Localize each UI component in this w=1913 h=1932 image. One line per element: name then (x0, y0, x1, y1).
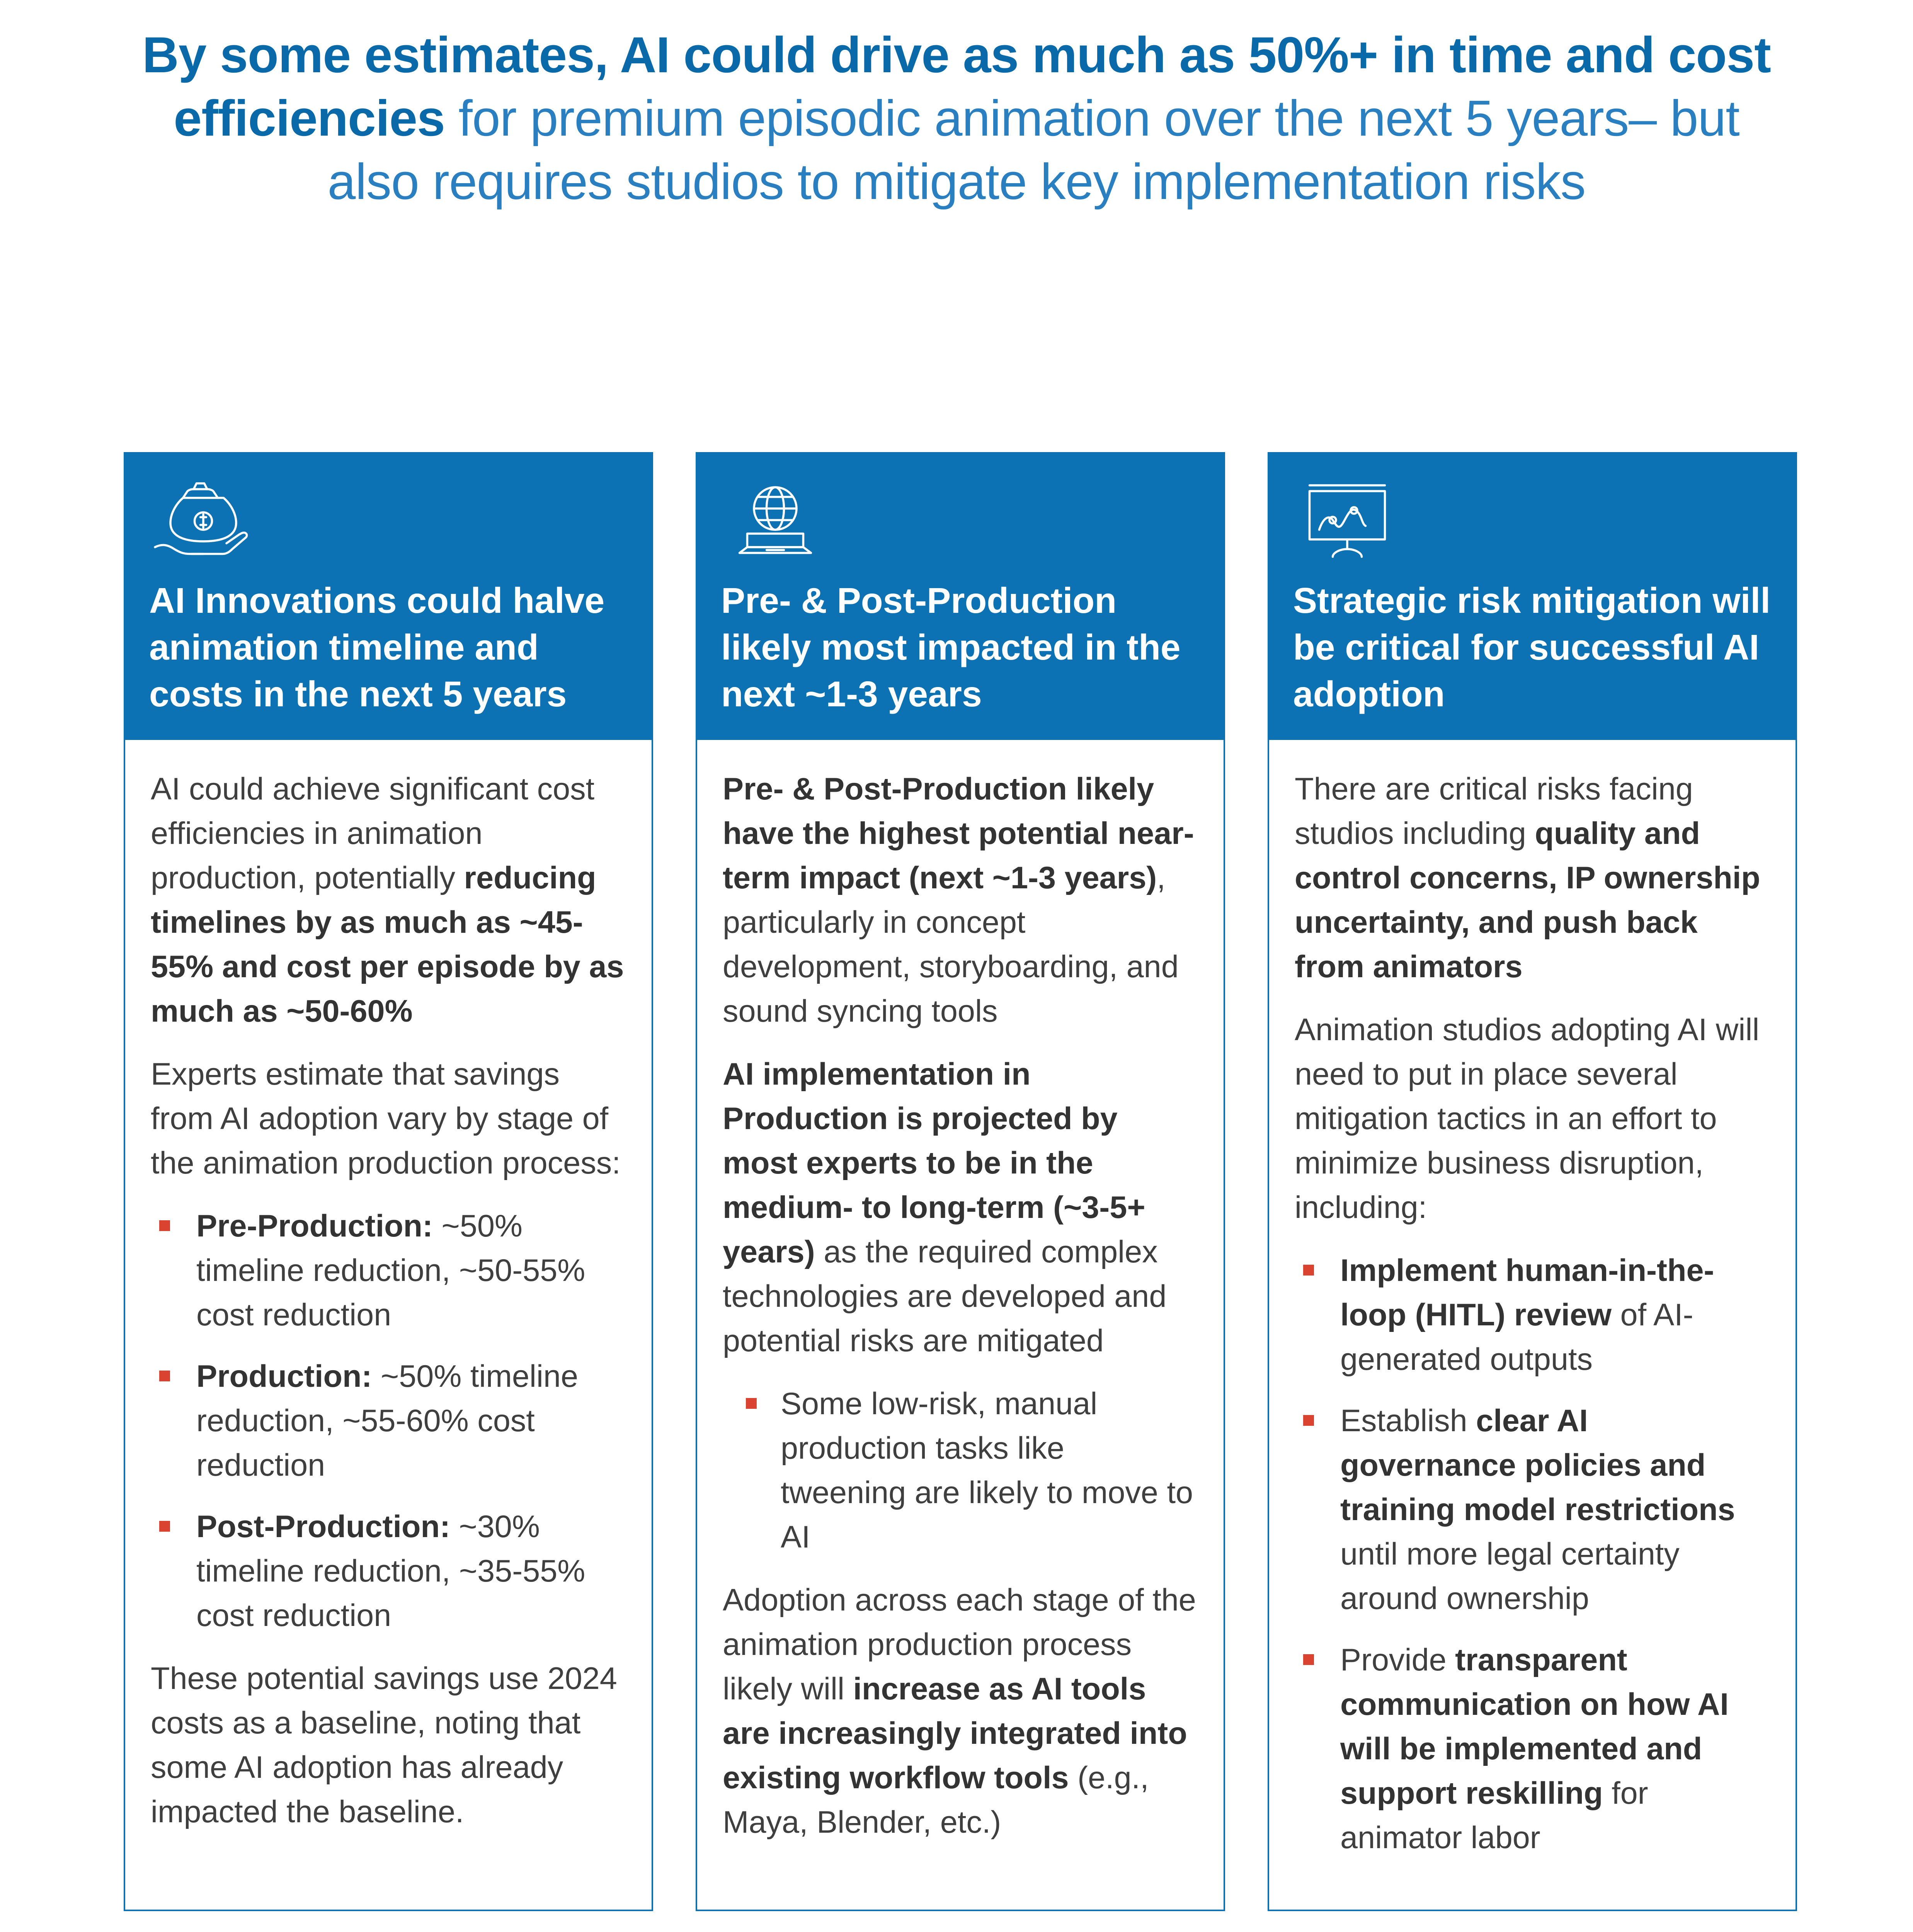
bullet-square-icon (1303, 1265, 1314, 1276)
text-run: AI could achieve significant cost efficiencies in animation production, potentially (151, 771, 595, 895)
card-risk-mitigation (1268, 452, 1797, 1911)
money-bag-in-hand-icon (149, 474, 628, 570)
list-item (1295, 1399, 1770, 1621)
paragraph (723, 767, 1198, 1034)
bullet-list (723, 1382, 1198, 1560)
list-item-label: clear AI governance policies and training model restrictions (1340, 1403, 1735, 1527)
page-title-rest: for premium episodic animation over the next 5 years– but also requires studios to mitigate key implementation risks (327, 89, 1739, 210)
presentation-chart-icon (1293, 474, 1772, 570)
text-run-bold: increase as AI tools are increasingly integrated into existing workflow tools (723, 1671, 1187, 1795)
text-run-bold: reducing timelines by as much as ~45-55% and cost per episode by as much as ~50-60% (151, 860, 624, 1029)
card-title: Pre- & Post-Production likely most impacted in the next ~1-3 years (721, 580, 1181, 714)
card-title: Strategic risk mitigation will be critical for successful AI adoption (1293, 580, 1771, 714)
list-item-label: transparent communication on how AI will be implemented and support reskilling (1340, 1642, 1729, 1811)
card-body (125, 740, 652, 1865)
bullet-square-icon (1303, 1654, 1314, 1665)
list-item-text: for animator labor (1340, 1776, 1648, 1855)
list-item (723, 1382, 1198, 1560)
paragraph (723, 1578, 1198, 1845)
text-run-bold: AI implementation in Production is projected by most experts to be in the medium- to long-term (~3-5+ years) (723, 1056, 1145, 1269)
card-header (697, 454, 1224, 740)
card-title: AI Innovations could halve animation timeline and costs in the next 5 years (149, 580, 605, 714)
bullet-square-icon (746, 1398, 757, 1409)
globe-laptop-icon (721, 474, 1200, 570)
card-header (125, 454, 652, 740)
list-item (1295, 1248, 1770, 1382)
list-item (151, 1505, 626, 1638)
list-item-label: Production: (196, 1359, 372, 1394)
text-run-bold: Pre- & Post-Production likely have the highest potential near-term impact (next ~1-3 years) (723, 771, 1194, 895)
paragraph (151, 767, 626, 1034)
list-item-label: Post-Production: (196, 1509, 450, 1544)
card-body (697, 740, 1224, 1876)
bullet-list (1295, 1248, 1770, 1860)
paragraph: Experts estimate that savings from AI adoption vary by stage of the animation production process: (151, 1056, 621, 1180)
list-item-text: ~30% timeline reduction, ~35-55% cost reduction (196, 1509, 585, 1633)
list-item-text: ~50% timeline reduction, ~50-55% cost reduction (196, 1208, 585, 1332)
list-item (151, 1204, 626, 1337)
text-run: Adoption across each stage of the animation production process likely will (723, 1582, 1196, 1706)
card-body (1269, 740, 1796, 1910)
list-item-text: until more legal certainty around ownership (1340, 1536, 1680, 1616)
text-run: as the required complex technologies are developed and potential risks are mitigated (723, 1234, 1167, 1358)
paragraph (1295, 767, 1770, 989)
page-title (131, 23, 1782, 213)
list-item (151, 1354, 626, 1488)
list-item-text: Some low-risk, manual production tasks like tweening are likely to move to AI (781, 1386, 1193, 1554)
text-run: (e.g., Maya, Blender, etc.) (723, 1760, 1149, 1840)
text-run-bold: quality and control concerns, IP ownership uncertainty, and push back from animators (1295, 816, 1760, 984)
bullet-square-icon (159, 1220, 170, 1231)
bullet-list (151, 1204, 626, 1638)
bullet-square-icon (1303, 1415, 1314, 1426)
card-header (1269, 454, 1796, 740)
card-ai-innovations (124, 452, 653, 1911)
list-item (1295, 1638, 1770, 1860)
card-pre-post-production (696, 452, 1225, 1911)
list-item-prefix: Provide (1340, 1642, 1455, 1677)
text-run: There are critical risks facing studios including (1295, 771, 1693, 851)
list-item-text: of AI-generated outputs (1340, 1297, 1693, 1377)
list-item-label: Pre-Production: (196, 1208, 433, 1243)
page-title-emphasis: By some estimates, AI could drive as much as 50%+ in time and cost efficiencies (142, 26, 1771, 146)
slide (0, 23, 1913, 1932)
bullet-square-icon (159, 1521, 170, 1532)
text-run: , particularly in concept development, storyboarding, and sound syncing tools (723, 860, 1179, 1029)
paragraph: These potential savings use 2024 costs as a baseline, noting that some AI adoption has already impacted the baseline. (151, 1661, 617, 1829)
content-columns (124, 452, 1797, 1911)
paragraph (723, 1052, 1198, 1363)
paragraph: Animation studios adopting AI will need to put in place several mitigation tactics in an effort to minimize business disruption, including: (1295, 1012, 1760, 1225)
bullet-square-icon (159, 1371, 170, 1381)
list-item-text: ~50% timeline reduction, ~55-60% cost reduction (196, 1359, 578, 1483)
list-item-prefix: Establish (1340, 1403, 1476, 1438)
list-item-label: Implement human-in-the-loop (HITL) review (1340, 1253, 1714, 1332)
